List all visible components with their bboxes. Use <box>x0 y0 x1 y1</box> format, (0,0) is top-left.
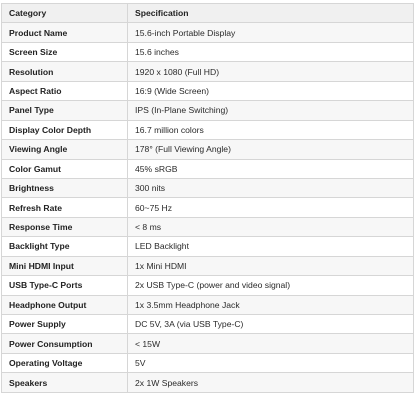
row-specification: 5V <box>128 353 414 372</box>
row-specification: IPS (In-Plane Switching) <box>128 101 414 120</box>
row-specification: 2x 1W Speakers <box>128 373 414 392</box>
row-specification: < 15W <box>128 334 414 353</box>
row-category: Resolution <box>2 62 128 81</box>
row-specification: 16.7 million colors <box>128 120 414 139</box>
row-specification: 60~75 Hz <box>128 198 414 217</box>
row-specification: LED Backlight <box>128 237 414 256</box>
row-category: Response Time <box>2 217 128 236</box>
row-category: Headphone Output <box>2 295 128 314</box>
row-category: Power Consumption <box>2 334 128 353</box>
row-specification: < 8 ms <box>128 217 414 236</box>
table-row <box>2 23 414 42</box>
row-specification: 1920 x 1080 (Full HD) <box>128 62 414 81</box>
row-category: Power Supply <box>2 315 128 334</box>
bottom-margin <box>0 405 416 416</box>
table-row <box>2 42 414 61</box>
row-specification: 2x USB Type-C (power and video signal) <box>128 276 414 295</box>
table-row <box>2 276 414 295</box>
table-row <box>2 237 414 256</box>
table-row <box>2 62 414 81</box>
row-specification: 16:9 (Wide Screen) <box>128 81 414 100</box>
row-category: Speakers <box>2 373 128 392</box>
table-row <box>2 295 414 314</box>
table-row <box>2 101 414 120</box>
row-category: Operating Voltage <box>2 353 128 372</box>
row-specification: 1x Mini HDMI <box>128 256 414 275</box>
row-specification: 15.6 inches <box>128 42 414 61</box>
header-category: Category <box>2 4 128 23</box>
table-row <box>2 159 414 178</box>
row-category: Brightness <box>2 178 128 197</box>
table-row <box>2 178 414 197</box>
row-category: Color Gamut <box>2 159 128 178</box>
row-category: Refresh Rate <box>2 198 128 217</box>
row-category: Panel Type <box>2 101 128 120</box>
row-specification: 1x 3.5mm Headphone Jack <box>128 295 414 314</box>
table-header-row <box>2 4 414 23</box>
row-specification: 178° (Full Viewing Angle) <box>128 140 414 159</box>
table-row <box>2 353 414 372</box>
row-category: Screen Size <box>2 42 128 61</box>
table-row <box>2 315 414 334</box>
row-category: Aspect Ratio <box>2 81 128 100</box>
row-specification: DC 5V, 3A (via USB Type-C) <box>128 315 414 334</box>
row-specification: 15.6-inch Portable Display <box>128 23 414 42</box>
table-row <box>2 217 414 236</box>
row-specification: 300 nits <box>128 178 414 197</box>
table-row <box>2 334 414 353</box>
table-row <box>2 256 414 275</box>
table-row <box>2 198 414 217</box>
table-body <box>2 23 414 392</box>
row-category: Mini HDMI Input <box>2 256 128 275</box>
row-category: Backlight Type <box>2 237 128 256</box>
row-category: Display Color Depth <box>2 120 128 139</box>
row-category: Product Name <box>2 23 128 42</box>
row-category: Viewing Angle <box>2 140 128 159</box>
table-row <box>2 140 414 159</box>
row-category: USB Type-C Ports <box>2 276 128 295</box>
table-row <box>2 373 414 392</box>
specification-table <box>1 3 414 393</box>
table-row <box>2 120 414 139</box>
header-specification: Specification <box>128 4 414 23</box>
row-specification: 45% sRGB <box>128 159 414 178</box>
table-row <box>2 81 414 100</box>
